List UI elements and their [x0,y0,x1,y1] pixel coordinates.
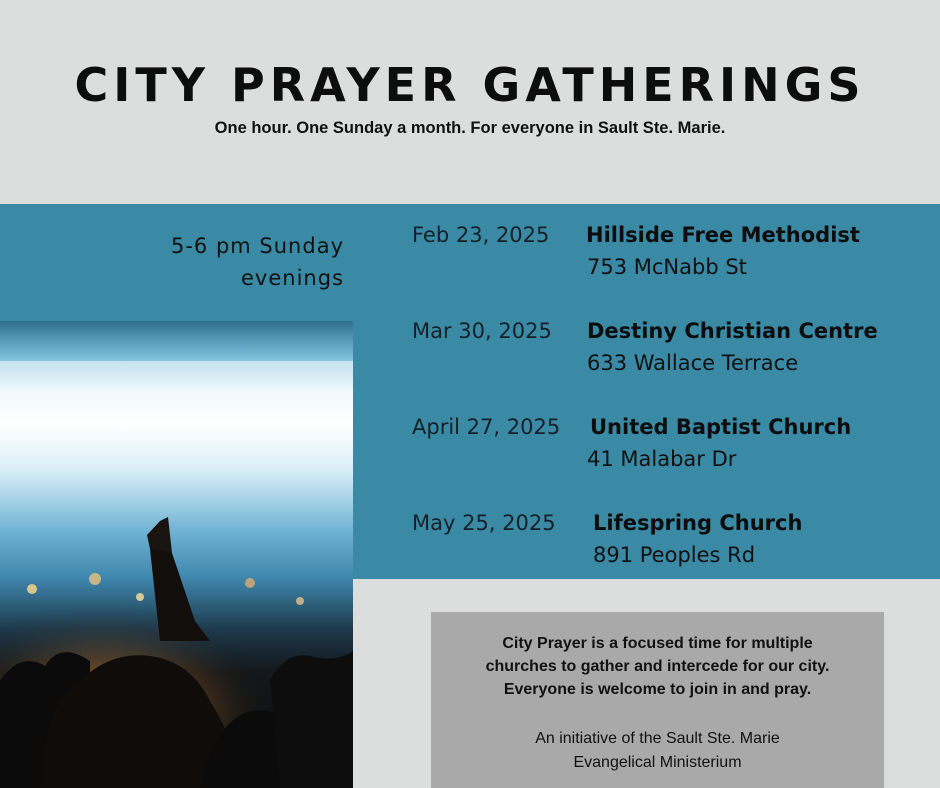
event-address: 753 McNabb St [587,255,747,279]
event-date: May 25, 2025 [412,511,556,535]
event-date: April 27, 2025 [412,415,561,439]
event-address: 633 Wallace Terrace [587,351,799,375]
info-line2: churches to gather and intercede for our city. [485,658,830,675]
worship-photo [0,321,353,788]
time-note-line2: evenings [241,266,344,290]
event-venue: United Baptist Church [590,415,852,439]
info-line3: Everyone is welcome to join in and pray. [503,681,812,698]
event-item [0,223,940,293]
event-date: Feb 23, 2025 [412,223,550,247]
time-note-line1: 5-6 pm Sunday [170,234,344,258]
page-subtitle: One hour. One Sunday a month. For everyone in Sault Ste. Marie. [214,119,726,137]
event-venue: Destiny Christian Centre [587,319,878,343]
info-credit [451,727,864,775]
page-title: CITY PRAYER GATHERINGS [74,58,866,112]
info-credit-line2: Evangelical Ministerium [573,754,742,771]
event-address: 41 Malabar Dr [587,447,737,471]
event-date: Mar 30, 2025 [412,319,552,343]
info-description [451,632,864,701]
event-venue: Lifespring Church [593,511,803,535]
info-line1: City Prayer is a focused time for multiple [502,635,813,652]
info-box [431,612,884,788]
info-credit-line1: An initiative of the Sault Ste. Marie [535,730,780,747]
event-address: 891 Peoples Rd [593,543,756,567]
worship-scene-illustration [0,321,353,788]
event-venue: Hillside Free Methodist [586,223,860,247]
